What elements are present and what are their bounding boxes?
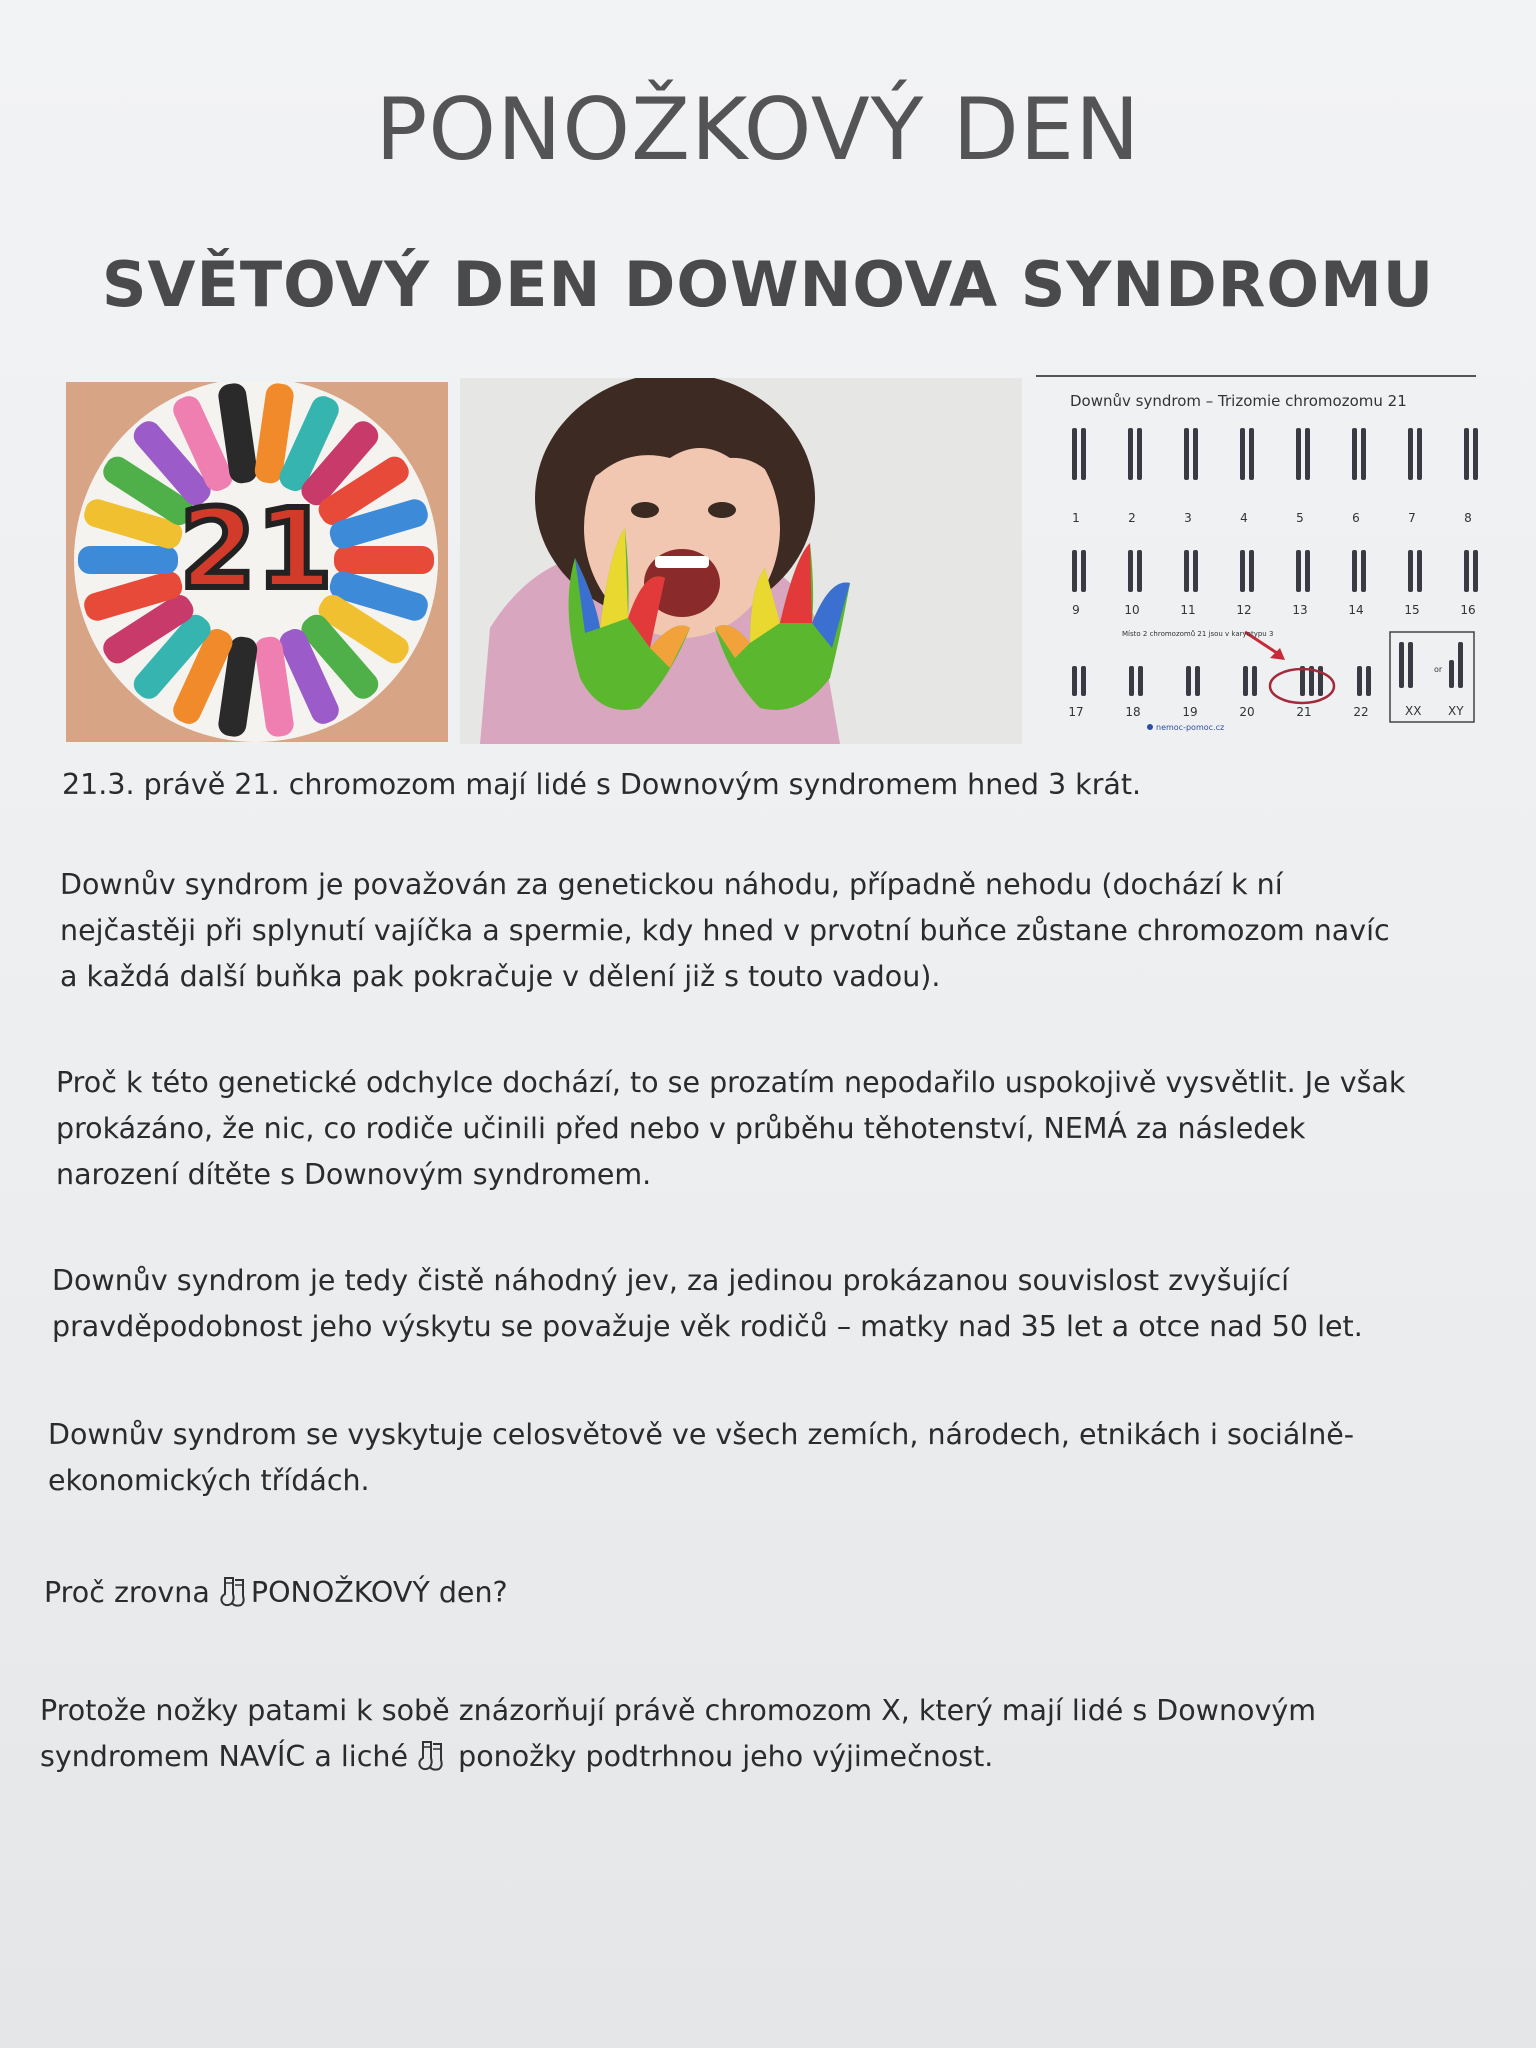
chromosome-7 (1417, 428, 1422, 480)
chromosome-5 (1305, 428, 1310, 480)
chromosome-label-17: 17 (1068, 705, 1084, 719)
chromosome-18 (1129, 666, 1134, 696)
chromosome-12 (1240, 550, 1245, 592)
chromosome-6 (1361, 428, 1366, 480)
chromosome-label-8: 8 (1464, 511, 1472, 525)
chromosome-18 (1138, 666, 1143, 696)
chromosome-13 (1305, 550, 1310, 592)
chromosome-11 (1184, 550, 1189, 592)
chromosome-2 (1128, 428, 1133, 480)
answer-line-2-after: ponožky podtrhnou jeho výjimečnost. (449, 1740, 994, 1773)
question-text-before: Proč zrovna (44, 1576, 219, 1609)
chromosome-label-5: 5 (1296, 511, 1304, 525)
paragraph-2-line-1: Downův syndrom je považován za genetickou náhodu, případně nehodu (dochází k ní (60, 868, 1283, 901)
question-paragraph (44, 1570, 508, 1616)
chromosome-8 (1464, 428, 1469, 480)
child-painted-hands-photo (460, 378, 1022, 744)
karyotype-note: Místo 2 chromozomů 21 jsou v karyotypu 3 (1122, 630, 1274, 638)
chromosome-1 (1081, 428, 1086, 480)
socks-icon (417, 1740, 447, 1772)
chromosome-5 (1296, 428, 1301, 480)
chromosome-16 (1464, 550, 1469, 592)
paragraph-2-line-3: a každá další buňka pak pokračuje v dělení již s touto vadou). (60, 960, 941, 993)
answer-line-2-before: syndromem NAVÍC a liché (40, 1740, 418, 1773)
chromosome-label-10: 10 (1124, 603, 1140, 617)
socks-number-label: 21 (179, 485, 333, 613)
karyotype-or-label: or (1434, 665, 1443, 674)
chromosome-label-19: 19 (1182, 705, 1198, 719)
chromosome-16 (1473, 550, 1478, 592)
chromosome-3 (1193, 428, 1198, 480)
chromosome-label-6: 6 (1352, 511, 1360, 525)
page-title: PONOŽKOVÝ DEN (375, 80, 1141, 180)
answer-paragraph (40, 1688, 1316, 1780)
chromosome-22 (1366, 666, 1371, 696)
chromosome-14 (1361, 550, 1366, 592)
chromosome-label-1: 1 (1072, 511, 1080, 525)
answer-line-1: Protože nožky patami k sobě znázorňují právě chromozom X, který mají lidé s Downovým (40, 1694, 1316, 1727)
chromosome-label-13: 13 (1292, 603, 1308, 617)
paragraph-2 (60, 862, 1390, 1000)
chromosome-10 (1137, 550, 1142, 592)
karyotype-diagram (1030, 370, 1484, 740)
chromosome-21 (1300, 666, 1305, 696)
chromosome-8 (1473, 428, 1478, 480)
chromosome-14 (1352, 550, 1357, 592)
paragraph-4 (52, 1258, 1363, 1350)
chromosome-7 (1408, 428, 1413, 480)
paragraph-4-line-1: Downův syndrom je tedy čistě náhodný jev, za jedinou prokázanou souvislost zvyšující (52, 1264, 1290, 1297)
chromosome-2 (1137, 428, 1142, 480)
chromosome-22 (1357, 666, 1362, 696)
paragraph-3-line-1: Proč k této genetické odchylce dochází, to se prozatím nepodařilo uspokojivě vysvětlit. Je však (56, 1066, 1406, 1099)
chromosome-17 (1072, 666, 1077, 696)
paragraph-2-line-2: nejčastěji při splynutí vajíčka a spermie, kdy hned v prvotní buňce zůstane chromozom navíc (60, 914, 1390, 947)
chromosome-19 (1186, 666, 1191, 696)
chromosome-label-11: 11 (1180, 603, 1196, 617)
chromosome-19 (1195, 666, 1200, 696)
paragraph-3 (56, 1060, 1405, 1198)
sock-shape (78, 546, 178, 574)
paragraph-5-line-2: ekonomických třídách. (48, 1464, 370, 1497)
chromosome-9 (1081, 550, 1086, 592)
paragraph-1 (62, 762, 1141, 808)
chromosome-label-16: 16 (1460, 603, 1476, 617)
page-subtitle: SVĚTOVÝ DEN DOWNOVA SYNDROMU (101, 248, 1435, 321)
chromosome-label-15: 15 (1404, 603, 1420, 617)
chromosome-4 (1240, 428, 1245, 480)
chromosome-1 (1072, 428, 1077, 480)
chromosome-15 (1417, 550, 1422, 592)
chromosome-label-21: 21 (1296, 705, 1312, 719)
sock-shape (334, 546, 434, 574)
chromosome-label-7: 7 (1408, 511, 1416, 525)
question-text-after: PONOŽKOVÝ den? (250, 1576, 508, 1609)
chromosome-15 (1408, 550, 1413, 592)
paragraph-5 (48, 1412, 1354, 1504)
chromosome-17 (1081, 666, 1086, 696)
karyotype-source: nemoc-pomoc.cz (1156, 723, 1225, 732)
chromosome-4 (1249, 428, 1254, 480)
chromosome-label-22: 22 (1353, 705, 1369, 719)
chromosome-20 (1252, 666, 1257, 696)
chromosome-6 (1352, 428, 1357, 480)
chromosome-10 (1128, 550, 1133, 592)
chromosome-label-2: 2 (1128, 511, 1136, 525)
socks-icon (219, 1576, 249, 1608)
chromosome-3 (1184, 428, 1189, 480)
chromosome-label-18: 18 (1125, 705, 1141, 719)
chromosome-20 (1243, 666, 1248, 696)
paragraph-3-line-2: prokázáno, že nic, co rodiče učinili před nebo v průběhu těhotenství, NEMÁ za následek (56, 1112, 1306, 1145)
chromosome-13 (1296, 550, 1301, 592)
chromosome-label-14: 14 (1348, 603, 1364, 617)
chromosome-12 (1249, 550, 1254, 592)
chromosome-label-20: 20 (1239, 705, 1255, 719)
sex-label-xy: XY (1448, 704, 1464, 718)
chromosome-11 (1193, 550, 1198, 592)
karyotype-heading: Downův syndrom – Trizomie chromozomu 21 (1070, 392, 1407, 410)
chromosome-label-9: 9 (1072, 603, 1080, 617)
socks-circle-image (66, 382, 448, 742)
chromosome-label-12: 12 (1236, 603, 1252, 617)
paragraph-1-line-1: 21.3. právě 21. chromozom mají lidé s Downovým syndromem hned 3 krát. (62, 768, 1142, 801)
paragraph-3-line-3: narození dítěte s Downovým syndromem. (56, 1158, 652, 1191)
paragraph-4-line-2: pravděpodobnost jeho výskytu se považuje věk rodičů – matky nad 35 let a otce nad 50 let. (52, 1310, 1363, 1343)
paragraph-5-line-1: Downův syndrom se vyskytuje celosvětově ve všech zemích, národech, etnikách i sociálně- (48, 1418, 1355, 1451)
sex-label-xx: XX (1405, 704, 1422, 718)
chromosome-label-3: 3 (1184, 511, 1192, 525)
chromosome-label-4: 4 (1240, 511, 1248, 525)
chromosome-9 (1072, 550, 1077, 592)
